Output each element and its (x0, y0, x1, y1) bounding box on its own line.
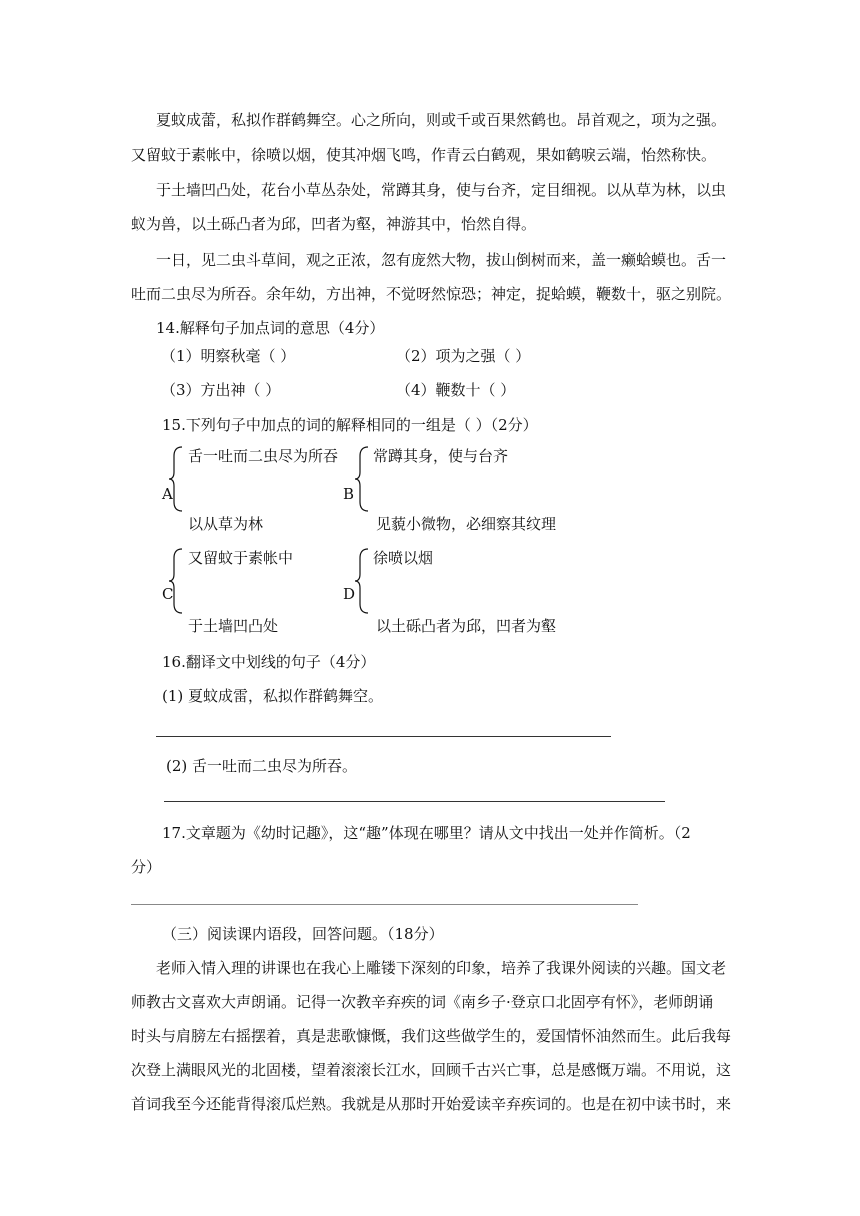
option-c-sentence-2: 于土墙凹凸处 (188, 617, 279, 635)
option-b-sentence-1: 常蹲其身，使与台齐 (373, 447, 509, 465)
passage-line: 一日，见二虫斗草间，观之正浓，忽有庞然大物，拔山倒树而来，盖一癞蛤蟆也。舌一 (156, 251, 727, 269)
option-c-sentence-1: 又留蚊于素帐中 (188, 549, 294, 567)
brace-d (354, 548, 370, 614)
option-a-sentence-2: 以从草为林 (188, 515, 264, 533)
option-b-label: B (343, 485, 355, 503)
brace-c (168, 548, 184, 614)
section-3-line: 次登上满眼风光的北固楼，望着滚滚长江水，回顾千古兴亡事，总是感慨万端。不用说，这 (131, 1061, 732, 1079)
section-3-heading: （三）阅读课内语段，回答问题。（18分） (162, 925, 444, 943)
passage-line: 夏蚊成蕾，私拟作群鹤舞空。心之所向，则或千或百果然鹤也。昂首观之，项为之强。 (156, 111, 727, 129)
question-15-stem: 15.下列句子中加点的词的解释相同的一组是（ ）（2分） (162, 416, 538, 434)
option-d-sentence-1: 徐喷以烟 (373, 549, 434, 567)
brace-b (354, 446, 370, 512)
answer-line-17 (131, 904, 638, 905)
passage-line: 吐而二虫尽为所吞。余年幼，方出神，不觉呀然惊恐；神定，捉蛤蟆，鞭数十，驱之别院。 (131, 285, 732, 303)
answer-line-16-2 (164, 801, 665, 802)
section-3-line: 时头与肩膀左右摇摆着，真是悲歌慷慨，我们这些做学生的，爱国情怀油然而生。此后我每 (131, 1027, 732, 1045)
option-a-label: A (162, 485, 173, 503)
answer-line-16-1 (156, 736, 611, 737)
option-d-sentence-2: 以土砾凸者为邱，凹者为壑 (376, 617, 557, 635)
question-14-item-3: （3）方出神（ ） (161, 381, 281, 399)
question-14-item-4: （4）鞭数十（ ） (396, 381, 516, 399)
question-17-line-2: 分） (131, 858, 162, 876)
passage-line: 蚁为兽，以土砾凸者为邱，凹者为壑，神游其中，怡然自得。 (131, 215, 537, 233)
passage-line: 于土墙凹凸处，花台小草丛杂处，常蹲其身，使与台齐，定目细视。以从草为林，以虫 (156, 181, 727, 199)
question-16-sentence-2: (2) 舌一吐而二虫尽为所吞。 (166, 757, 358, 775)
question-14-item-1: （1）明察秋毫（ ） (161, 347, 296, 365)
section-3-line: 老师入情入理的讲课也在我心上雕镂下深刻的印象，培养了我课外阅读的兴趣。国文老 (156, 959, 727, 977)
question-16-sentence-1: (1) 夏蚊成雷，私拟作群鹤舞空。 (162, 687, 384, 705)
section-3-line: 首词我至今还能背得滚瓜烂熟。我就是从那时开始爱读辛弃疾词的。也是在初中读书时，来 (131, 1095, 732, 1113)
option-a-sentence-1: 舌一吐而二虫尽为所吞 (188, 447, 339, 465)
question-16-stem: 16.翻译文中划线的句子（4分） (162, 653, 376, 671)
option-b-sentence-2: 见藐小微物，必细察其纹理 (376, 515, 557, 533)
option-c-label: C (162, 585, 174, 603)
passage-line: 又留蚊于素帐中，徐喷以烟，使其冲烟飞鸣，作青云白鹤观，果如鹤唳云端，怡然称快。 (131, 146, 717, 164)
question-14-stem: 14.解释句子加点词的意思（4分） (156, 319, 385, 337)
option-d-label: D (343, 585, 356, 603)
section-3-line: 师教古文喜欢大声朗诵。记得一次教辛弃疾的词《南乡子·登京口北固亭有怀》，老师朗诵 (131, 993, 714, 1011)
question-14-item-2: （2）项为之强（ ） (396, 347, 531, 365)
question-17-line-1: 17.文章题为《幼时记趣》，这“趣”体现在哪里？请从文中找出一处并作简析。（2 (162, 824, 691, 842)
